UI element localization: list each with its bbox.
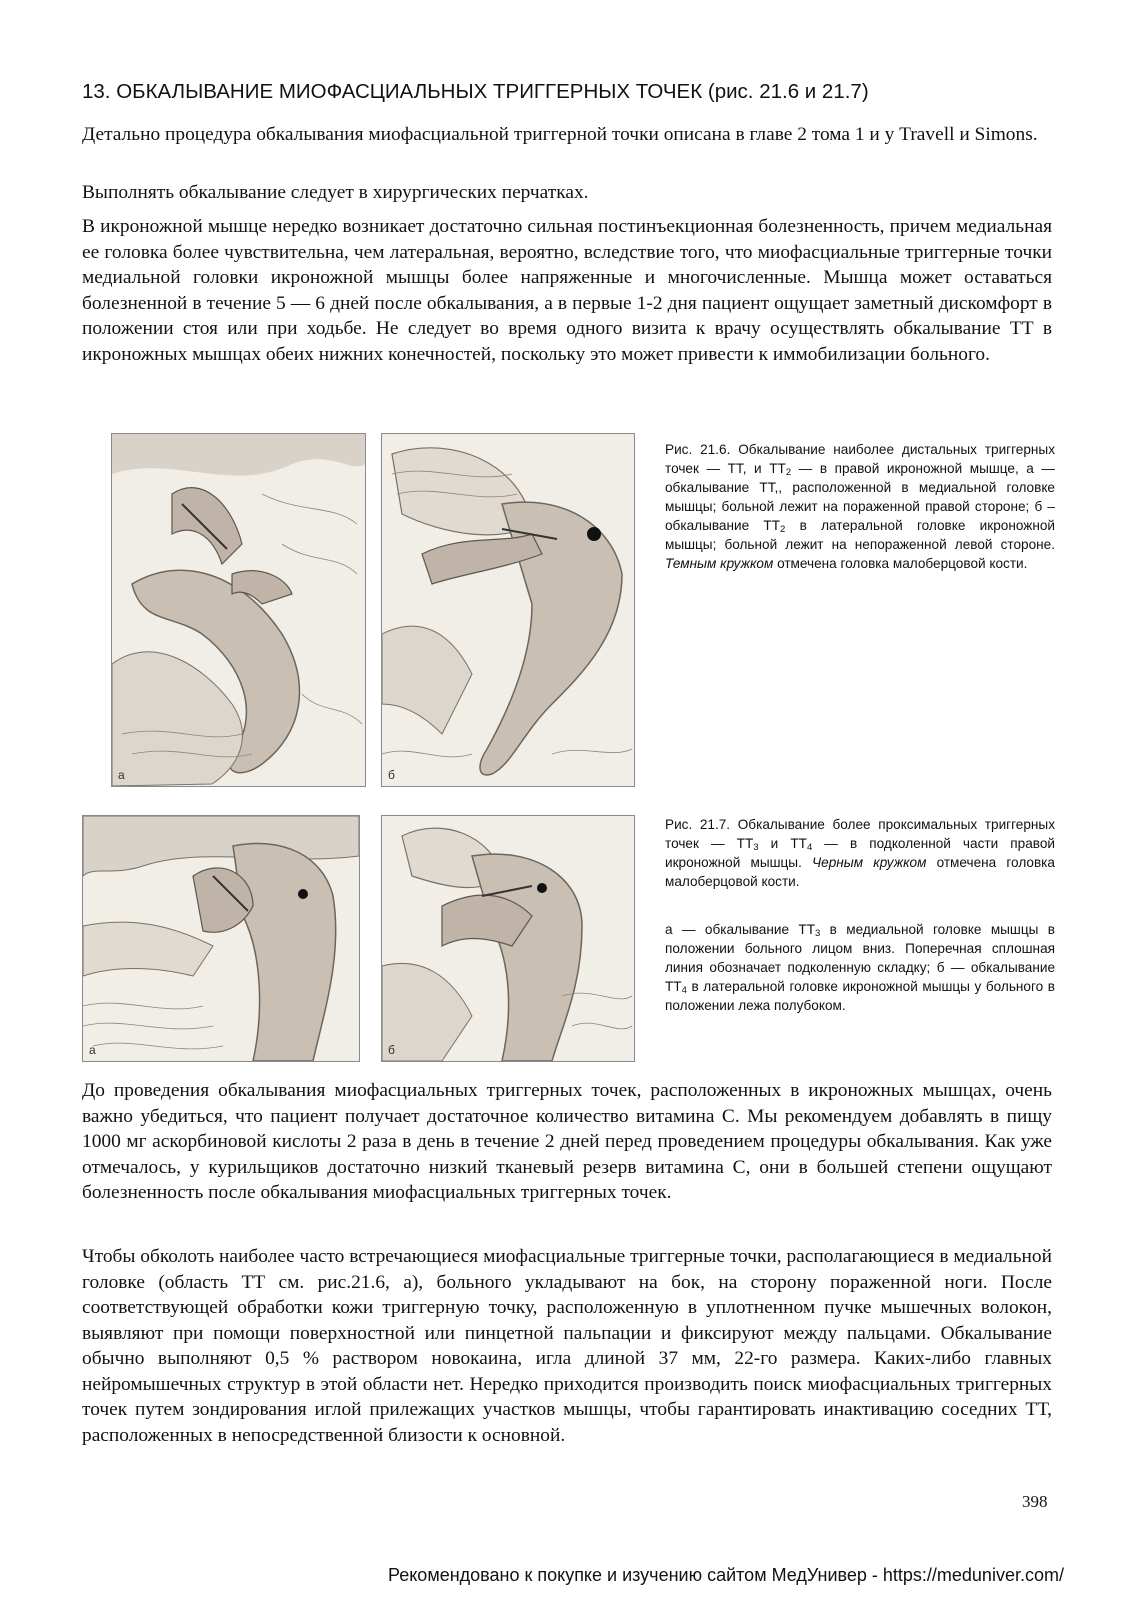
caption-text: — в подколенной части правой икроножной мышцы.	[665, 836, 1055, 870]
caption-italic: Темным кружком	[665, 556, 774, 571]
page-number: 398	[1022, 1492, 1048, 1511]
caption-subscript: 3	[815, 928, 821, 939]
caption-text: и ТТ	[758, 836, 807, 851]
caption-text: — в правой икроножной мышце, а — обкалывание ТТ,, расположенной в медиальной головке мышцы; больной лежит на пораженной правой стороне; б – обкалывание ТТ	[665, 461, 1056, 533]
caption-text: отмечена головка малоберцовой кости.	[665, 855, 1055, 889]
figure-21-6-panel-a	[111, 433, 366, 787]
caption-text: в медиальной головке мышцы в положении больного лицом вниз. Поперечная сплошная линия обозначает подколенную складку; б — обкалывание ТТ	[665, 922, 1055, 994]
caption-text: Рис. 21.7. Обкалывание более проксимальных триггерных точек — ТТ	[665, 817, 1055, 851]
caption-text: отмечена головка малоберцовой кости.	[773, 556, 1028, 571]
figure-21-7-panel-b-label: б	[388, 1043, 395, 1057]
figure-21-7-panel-b	[381, 815, 635, 1062]
caption-subscript: 3	[753, 842, 759, 853]
section-heading: 13. ОБКАЛЫВАНИЕ МИОФАСЦИАЛЬНЫХ ТРИГГЕРНЫХ ТОЧЕК (рис. 21.6 и 21.7)	[82, 80, 869, 103]
paragraph-gloves: Выполнять обкалывание следует в хирургических перчатках.	[82, 182, 589, 203]
caption-italic: Черным кружком	[812, 855, 927, 870]
figure-21-6-panel-b-label: б	[388, 768, 395, 782]
figure-21-7-panel-a-label: а	[89, 1043, 96, 1057]
caption-text: а — обкалывание ТТ	[665, 922, 816, 937]
sketch-popliteal-injection-icon	[83, 816, 359, 1061]
figure-21-6-panel-b	[381, 433, 635, 787]
caption-subscript: 2	[780, 524, 786, 535]
sketch-leg-injection-icon	[112, 434, 365, 786]
caption-subscript: 4	[806, 842, 813, 853]
figure-21-7-caption	[665, 815, 1055, 891]
paragraph-soreness: В икроножной мышце нередко возникает достаточно сильная постинъекционная болезненность, причем медиальная ее головка более чувствительна, чем латеральная, вероятно, вследствие того, что миофасциальные триггерные точки медиальной головки икроножной мышцы более напряженные и многочисленные. Мышца может оставаться болезненной в течение 5 — 6 дней после обкалывания, а в первые 1-2 дня пациент ощущает заметный дискомфорт в положении стоя или при ходьбе. Не следует во время одного визита к врачу осуществлять обкалывание ТТ в икроножных мышцах обеих нижних конечностей, поскольку это может привести к иммобилизации больного.	[82, 216, 1052, 365]
footer-recommendation: Рекомендовано к покупке и изучению сайтом МедУнивер - https://meduniver.com/	[388, 1565, 1064, 1585]
figure-21-7-panel-a	[82, 815, 360, 1062]
caption-text: в латеральной головке икроножной мышцы; больной лежит на непораженной левой стороне.	[665, 518, 1056, 552]
caption-subscript: 4	[681, 985, 687, 996]
figure-21-6-caption	[665, 440, 1055, 573]
paragraph-technique: Чтобы обколоть наиболее часто встречающиеся миофасциальные триггерные точки, располагающиеся в медиальной головке (область ТТ см. рис.21.6, а), больного укладывают на бок, на сторону пораженной ноги. После соответствующей обработки кожи триггерную точку, расположенную в уплотненном пучке мышечных волокон, выявляют при помощи поверхностной или пинцетной пальпации и фиксируют между пальцами. Обкалывание обычно выполняют 0,5 % раствором новокаина, игла длиной 37 мм, 22-го размера. Каких-либо главных нейромышечных структур в этой области нет. Нередко приходится производить поиск миофасциальных триггерных точек путем зондирования иглой прилежащих участков мышцы, чтобы гарантировать инактивацию соседних ТТ, расположенных в непосредственной близости к основной.	[82, 1246, 1052, 1446]
figure-21-6-panel-a-label: а	[118, 768, 125, 782]
figure-21-7-panel-description	[665, 920, 1055, 1015]
sketch-lateral-injection-icon	[382, 434, 634, 786]
caption-text: Рис. 21.6. Обкалывание наиболее дистальных триггерных точек — ТТ, и ТТ	[665, 442, 1055, 476]
caption-text: в латеральной головке икроножной мышцы у больного в положении лежа полубоком.	[665, 979, 1055, 1013]
caption-subscript: 2	[785, 467, 792, 478]
sketch-semilateral-injection-icon	[382, 816, 634, 1061]
paragraph-intro: Детально процедура обкалывания миофасциальной триггерной точки описана в главе 2 тома 1 и у Travell и Simons.	[82, 124, 1038, 145]
paragraph-vitamin-c: До проведения обкалывания миофасциальных триггерных точек, расположенных в икроножных мышцах, очень важно убедиться, что пациент получает достаточное количество витамина С. Мы рекомендуем добавлять в пищу 1000 мг аскорбиновой кислоты 2 раза в день в течение 2 дней перед проведением процедуры обкалывания. Как уже отмечалось, у курильщиков достаточно низкий тканевый резерв витамина С, они в большей степени ощущают болезненность после обкалывания миофасциальных триггерных точек.	[82, 1080, 1052, 1203]
